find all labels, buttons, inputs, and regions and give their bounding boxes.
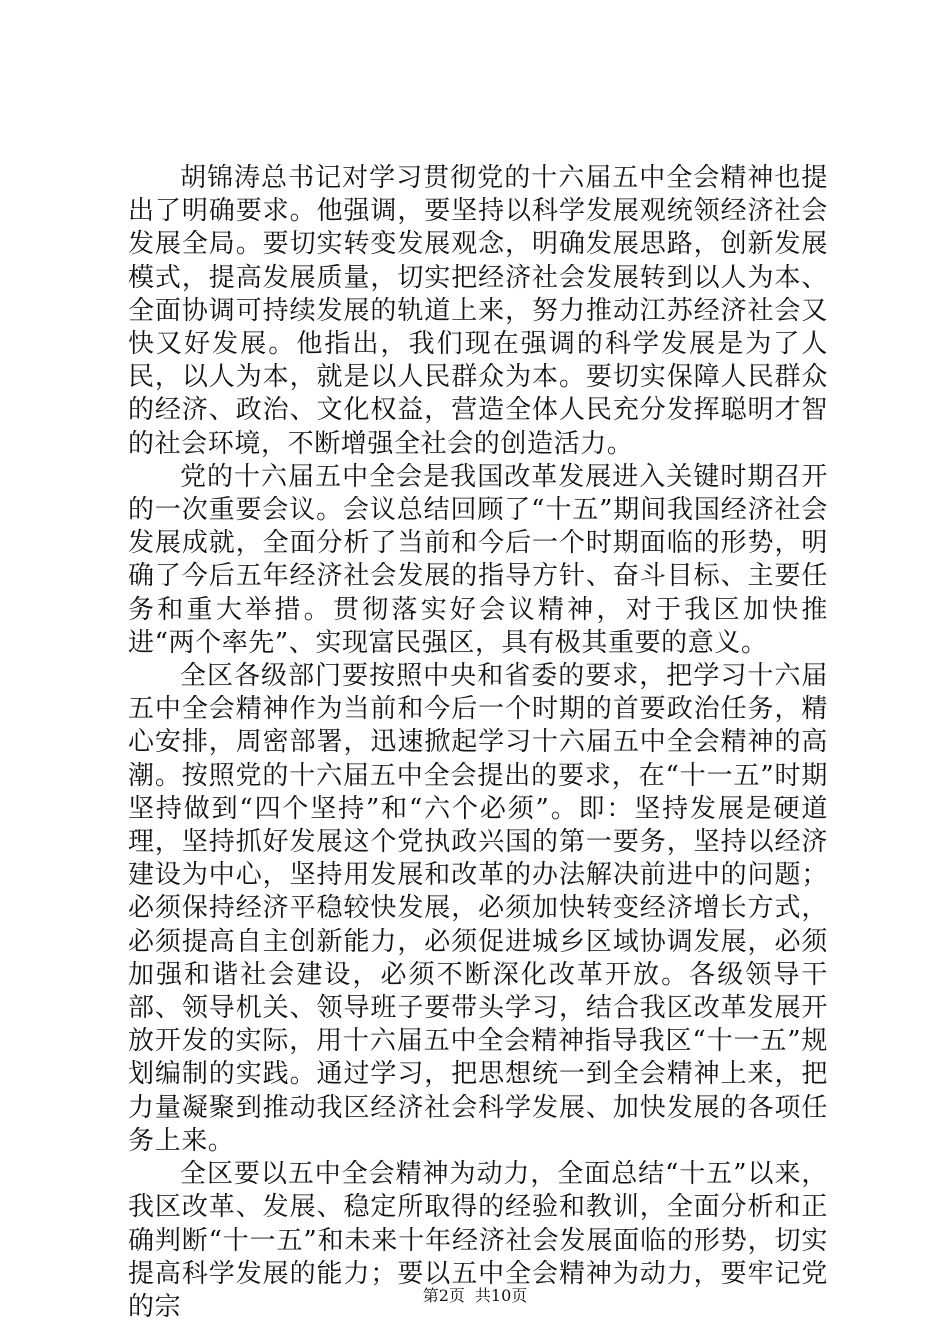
page-number: 第2页 <box>422 1286 465 1305</box>
document-body <box>128 162 828 1324</box>
total-pages: 共10页 <box>474 1286 528 1305</box>
page-footer <box>0 1283 950 1306</box>
paragraph-2: 党的十六届五中全会是我国改革发展进入关键时期召开的一次重要会议。会议总结回顾了“十五”期间我国经济社会发展成就，全面分析了当前和今后一个时期面临的形势，明确了今后五年经济社会发展的指导方针、奋斗目标、主要任务和重大举措。贯彻落实好会议精神，对于我区加快推进“两个率先”、实现富民强区，具有极其重要的意义。 <box>128 461 828 658</box>
paragraph-3: 全区各级部门要按照中央和省委的要求，把学习十六届五中全会精神作为当前和今后一个时期的首要政治任务，精心安排，周密部署，迅速掀起学习十六届五中全会精神的高潮。按照党的十六届五中全会提出的要求，在“十一五”时期坚持做到“四个坚持”和“六个必须”。即：坚持发展是硬道理，坚持抓好发展这个党执政兴国的第一要务，坚持以经济建设为中心，坚持用发展和改革的办法解决前进中的问题；必须保持经济平稳较快发展，必须加快转变经济增长方式，必须提高自主创新能力，必须促进城乡区域协调发展，必须加强和谐社会建设，必须不断深化改革开放。各级领导干部、领导机关、领导班子要带头学习，结合我区改革发展开放开发的实际，用十六届五中全会精神指导我区“十一五”规划编制的实践。通过学习，把思想统一到全会精神上来，把力量凝聚到推动我区经济社会科学发展、加快发展的各项任务上来。 <box>128 661 828 1156</box>
paragraph-4: 全区要以五中全会精神为动力，全面总结“十五”以来，我区改革、发展、稳定所取得的经验和教训，全面分析和正确判断“十一五”和未来十年经济社会发展面临的形势，切实提高科学发展的能力；要以五中全会精神为动力，要牢记党的宗 <box>128 1159 828 1322</box>
paragraph-1: 胡锦涛总书记对学习贯彻党的十六届五中全会精神也提出了明确要求。他强调，要坚持以科学发展观统领经济社会发展全局。要切实转变发展观念，明确发展思路，创新发展模式，提高发展质量，切实把经济社会发展转到以人为本、全面协调可持续发展的轨道上来，努力推动江苏经济社会又快又好发展。他指出，我们现在强调的科学发展是为了人民，以人为本，就是以人民群众为本。要切实保障人民群众的经济、政治、文化权益，营造全体人民充分发挥聪明才智的社会环境，不断增强全社会的创造活力。 <box>128 163 828 459</box>
